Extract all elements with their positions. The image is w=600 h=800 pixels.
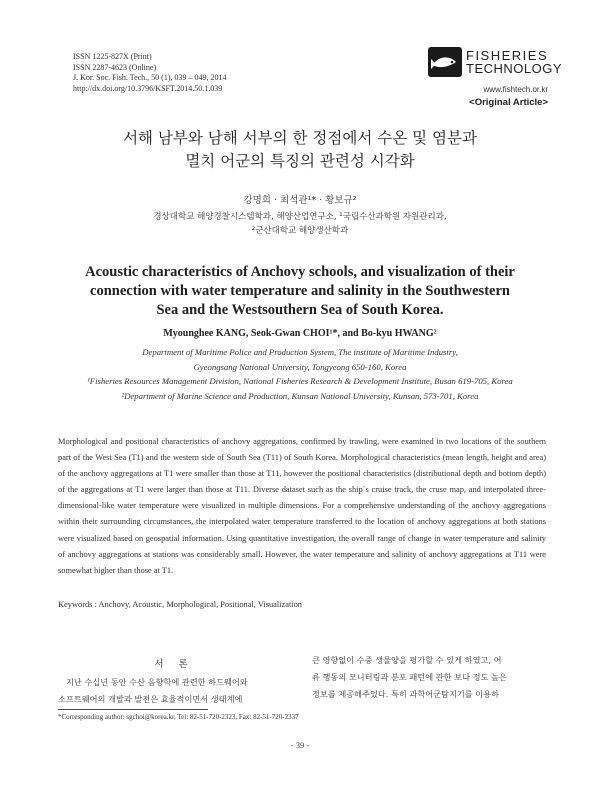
korean-affiliation-line: 경상대학교 해양경찰시스템학과, 해양산업연구소, ¹국립수산과학원 자원관리과,	[153, 212, 447, 222]
korean-title-line: 서해 남부와 남해 서부의 한 정점에서 수온 및 염분과	[123, 129, 477, 147]
korean-title	[0, 127, 600, 173]
corresponding-author-footnote: *Corresponding author: sgchoi@korea.kr, Tel: 82-51-720-2323, Fax: 82-51-720-2337	[58, 713, 299, 721]
doi-link[interactable]: http://dx.doi.org/10.3796/KSFT.2014.50.1.039	[73, 83, 223, 93]
body-text-line: 류 행동의 모니터링과 분포 패턴에 관한 보다 정도 높은	[312, 672, 507, 682]
logo-text-fisheries: FISHERIES	[466, 48, 549, 63]
fish-logo-icon	[428, 47, 462, 77]
keywords: Keywords : Anchovy, Acoustic, Morphological, Positional, Visualization	[58, 600, 302, 609]
english-affiliation-line: Gyeongsang National University, Tongyeong 650-160, Korea	[193, 361, 407, 372]
footnote-divider	[58, 709, 208, 710]
korean-authors: 강명희 · 최석관¹* · 황보규²	[243, 195, 357, 206]
section-heading-introduction: 서 론	[154, 659, 194, 670]
english-affiliations	[0, 345, 600, 403]
korean-affiliations	[0, 210, 600, 238]
english-authors: Myounghee KANG, Seok-Gwan CHOI¹*, and Bo-kyu HWANG²	[163, 328, 437, 339]
journal-meta	[73, 52, 227, 94]
english-affiliation-line: ²Department of Marine Science and Production, Kunsan National University, Kunsan, 573-701, Korea	[121, 390, 479, 401]
korean-affiliation-line: ²군산대학교 해양생산학과	[251, 226, 349, 236]
citation: J. Kor. Soc. Fish. Tech., 50 (1), 039 – 049, 2014	[73, 73, 227, 82]
body-text-line: 지난 수십년 동안 수산 음향학에 관련한 하드웨어와	[66, 677, 248, 687]
english-title-line: Sea and the Westsouthern Sea of South Korea.	[156, 302, 444, 318]
english-title-line: connection with water temperature and salinity in the Southwestern	[90, 283, 510, 299]
introduction-left-column	[58, 656, 290, 708]
journal-logo	[428, 47, 563, 77]
body-text-line: 소프트웨어의 개발과 발전은 효율적이면서 생태계에	[58, 694, 243, 704]
journal-website[interactable]: www.fishtech.or.kr	[483, 85, 548, 94]
body-text-line: 정보를 제공해주었다. 특히 과학어군탐지기를 이용하	[312, 689, 500, 699]
body-text-line: 큰 영향없이 수중 생물양을 평가할 수 있게 하였고, 어	[312, 655, 502, 665]
abstract-text: Morphological and positional characteristics of anchovy aggregations, confirmed by trawling, were examined in two locations of the southern part of the West Sea (T1) and the western side of South Sea (T11) of South Korea. Morphological characteristics (mean length, height and area) of the anchovy aggregations at T1 were smaller than those at T11, however the positional characteristics (distributional depth and bottom depth) of the aggregations at T1 were larger than those at T11. Diverse dataset such as the ship`s cruise track, the cruse map, and interpolated three-dimensional-like water temperature were visualized in multiple dimensions. For a comprehensive understanding of the anchovy aggregations within their surrounding circumstances, the interpolated water temperature transferred to the location of anchovy aggregations at both stations were visualized based on geospatial information. Using quantitative investigation, the overall range of change in water temperature and salinity of anchovy aggregations at stations was considerably small. However, the water temperature and salinity of anchovy aggregations at T11 were somewhat higher than those at T1.	[58, 437, 546, 575]
issn-print: ISSN 1225-827X (Print)	[73, 52, 152, 61]
english-title	[50, 263, 550, 320]
article-type: <Original Article>	[469, 97, 548, 108]
introduction-right-column	[312, 652, 546, 703]
english-title-line: Acoustic characteristics of Anchovy schools, and visualization of their	[85, 264, 515, 280]
english-affiliation-line: Department of Maritime Police and Production System, The institute of Maritime Industry,	[142, 347, 458, 357]
english-affiliation-line: ¹Fisheries Resources Management Division, National Fisheries Research & Development Institute, Busan 619-705, Korea	[87, 376, 513, 386]
page-number: - 39 -	[290, 740, 310, 750]
issn-online: ISSN 2287-4623 (Online)	[73, 62, 157, 72]
logo-text-technology: TECHNOLOGY	[466, 61, 563, 76]
korean-title-line: 멸치 어군의 특징의 관련성 시각화	[185, 152, 415, 170]
